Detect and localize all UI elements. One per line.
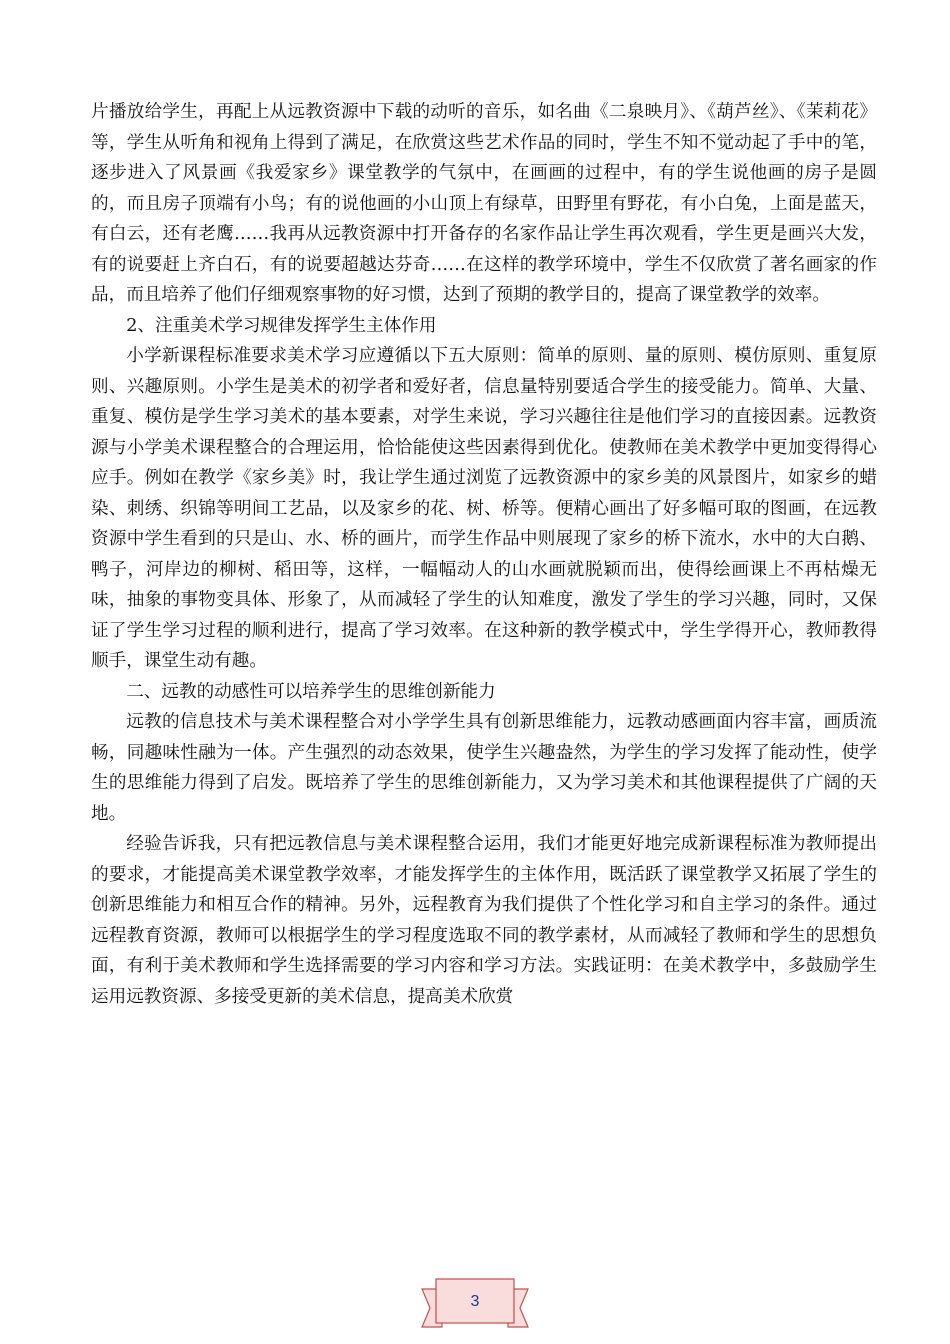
document-body xyxy=(91,97,877,1012)
paragraph-continuation: 片播放给学生，再配上从远教资源中下载的动听的音乐，如名曲《二泉映月》、《葫芦丝》、《茉莉花》等，学生从听角和视角上得到了满足，在欣赏这些艺术作品的同时，学生不知不觉动起了手中的笔，逐步进入了风景画《我爱家乡》课堂教学的气氛中，在画画的过程中，有的学生说他画的房子是圆的，而且房子顶端有小鸟；有的说他画的小山顶上有绿草，田野里有野花，有小白兔，上面是蓝天，有白云，还有老鹰……我再从远教资源中打开备存的名家作品让学生再次观看，学生更是画兴大发，有的说要赶上齐白石，有的说要超越达芬奇……在这样的教学环境中，学生不仅欣赏了著名画家的作品，而且培养了他们仔细观察事物的好习惯，达到了预期的教学目的，提高了课堂教学的效率。 xyxy=(91,102,877,305)
section-heading: 2、注重美术学习规律发挥学生主体作用 xyxy=(126,315,437,336)
paragraph: 小学新课程标准要求美术学习应遵循以下五大原则：简单的原则、量的原则、模仿原则、重复原则、兴趣原则。小学生是美术的初学者和爱好者，信息量特别要适合学生的接受能力。简单、大量、重复、模仿是学生学习美术的基本要素，对学生来说，学习兴趣往往是他们学习的直接因素。远教资源与小学美术课程整合的合理运用，恰恰能使这些因素得到优化。使教师在美术教学中更加变得得心应手。例如在教学《家乡美》时，我让学生通过浏览了远教资源中的家乡美的风景图片，如家乡的蜡染、刺绣、织锦等明间工艺品，以及家乡的花、树、桥等。便精心画出了好多幅可取的图画，在远教资源中学生看到的只是山、水、桥的画片，而学生作品中则展现了家乡的桥下流水，水中的大白鹅、鸭子，河岸边的柳树、稻田等，这样，一幅幅动人的山水画就脱颖而出，使得绘画课上不再枯燥无味，抽象的事物变具体、形象了，从而减轻了学生的认知难度，激发了学生的学习兴趣，同时，又保证了学生学习过程的顺利进行，提高了学习效率。在这种新的教学模式中，学生学得开心，教师教得顺手，课堂生动有趣。 xyxy=(91,346,877,671)
page-number: 3 xyxy=(470,1293,480,1310)
paragraph: 经验告诉我，只有把远教信息与美术课程整合运用，我们才能更好地完成新课程标准为教师提出的要求，才能提高美术课堂教学效率，才能发挥学生的主体作用，既活跃了课堂教学又拓展了学生的创新思维能力和相互合作的精神。另外，远程教育为我们提供了个性化学习和自主学习的条件。通过远程教育资源，教师可以根据学生的学习程度选取不同的教学素材，从而减轻了教师和学生的思想负面，有利于美术教师和学生选择需要的学习内容和学习方法。实践证明：在美术教学中，多鼓励学生运用远教资源、多接受更新的美术信息，提高美术欣赏 xyxy=(91,834,877,1007)
section-heading: 二、远教的动感性可以培养学生的思维创新能力 xyxy=(126,681,496,702)
paragraph: 远教的信息技术与美术课程整合对小学学生具有创新思维能力，远教动感画面内容丰富，画质流畅，同趣味性融为一体。产生强烈的动态效果，使学生兴趣盎然，为学生的学习发挥了能动性，使学生的思维能力得到了启发。既培养了学生的思维创新能力，又为学习美术和其他课程提供了广阔的天地。 xyxy=(91,712,877,824)
page-number-ribbon xyxy=(420,1275,530,1344)
